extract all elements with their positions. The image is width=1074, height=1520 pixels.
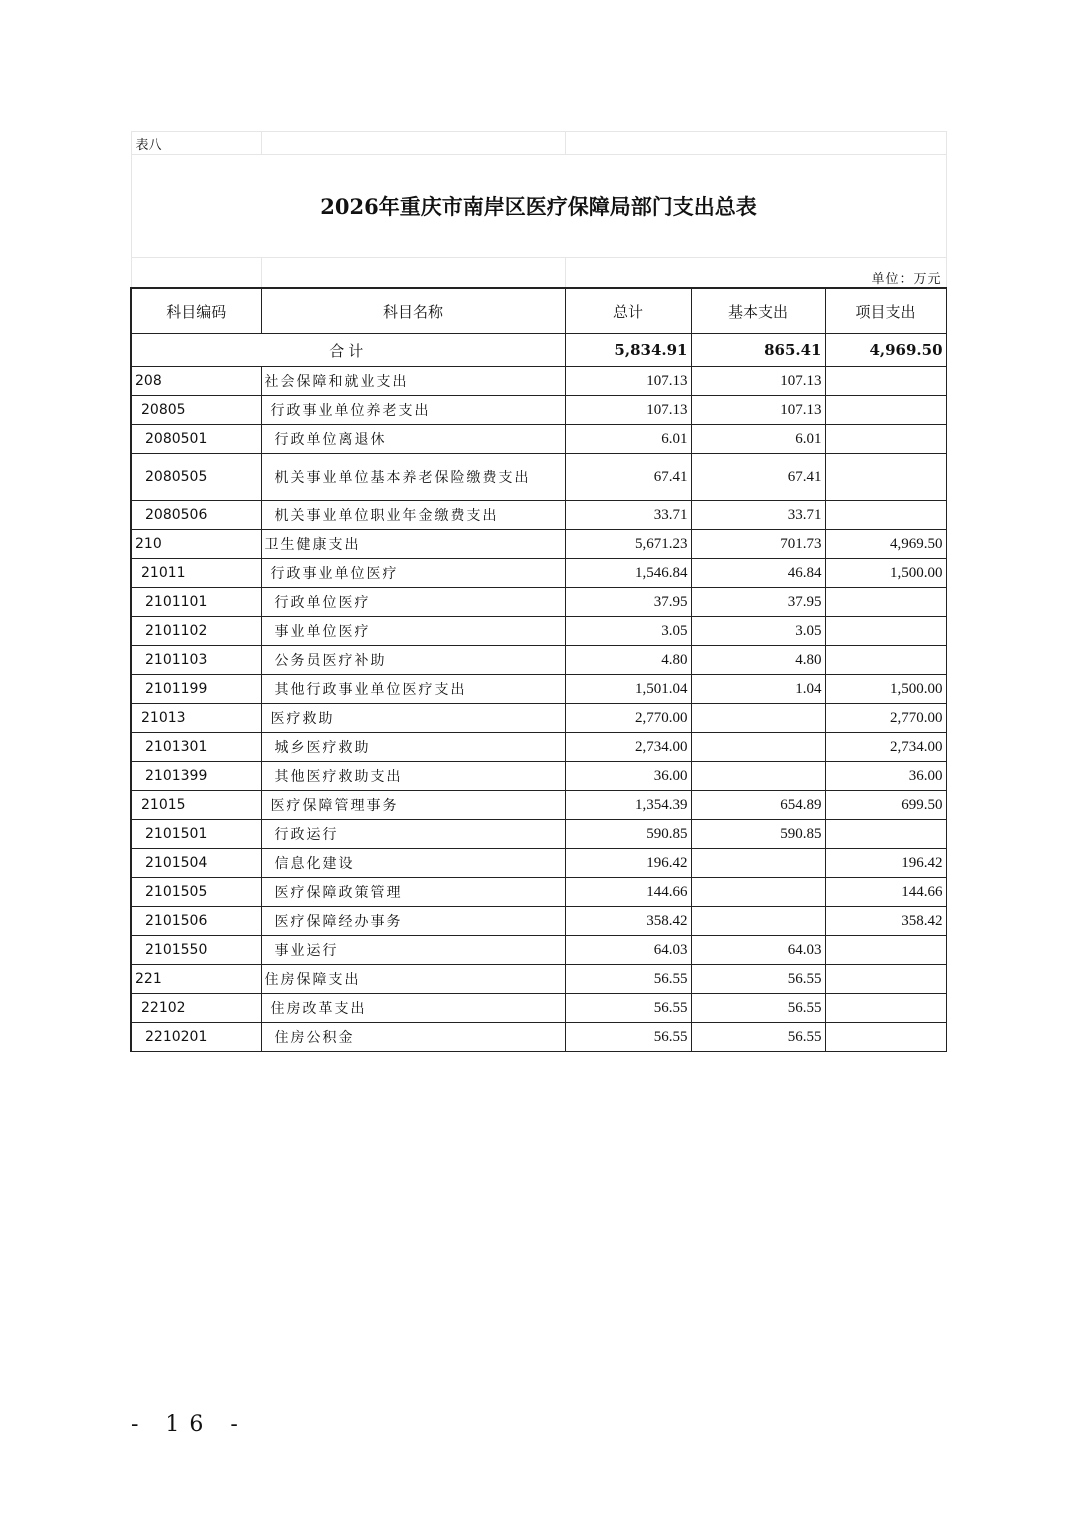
- table-row: [131, 704, 946, 733]
- page-number: - 16 -: [131, 1412, 248, 1437]
- cell-total: 1,354.39: [565, 791, 691, 820]
- cell-basic: 56.55: [691, 965, 825, 994]
- cell-name: 卫生健康支出: [261, 530, 565, 559]
- cell-name: 行政单位医疗: [261, 588, 565, 617]
- cell-code: 210: [131, 530, 261, 559]
- cell-code: 221: [131, 965, 261, 994]
- table-row: [131, 849, 946, 878]
- cell-project: 358.42: [825, 907, 946, 936]
- cell-total: 1,546.84: [565, 559, 691, 588]
- total-project: 4,969.50: [825, 334, 946, 367]
- cell-code: 20805: [131, 396, 261, 425]
- cell-basic: [691, 907, 825, 936]
- cell-basic: [691, 733, 825, 762]
- table-row: [131, 936, 946, 965]
- cell-total: 5,671.23: [565, 530, 691, 559]
- total-row: [131, 334, 946, 367]
- table-label: 表八: [131, 132, 261, 155]
- cell-name: 行政事业单位医疗: [261, 559, 565, 588]
- cell-total: 56.55: [565, 994, 691, 1023]
- header-project: 项目支出: [825, 288, 946, 334]
- cell-project: 2,770.00: [825, 704, 946, 733]
- cell-code: 2101301: [131, 733, 261, 762]
- table-row: [131, 965, 946, 994]
- cell-code: 2210201: [131, 1023, 261, 1052]
- cell-total: 590.85: [565, 820, 691, 849]
- table-row: [131, 907, 946, 936]
- cell-basic: 56.55: [691, 994, 825, 1023]
- table-row: [131, 559, 946, 588]
- cell-code: 2101504: [131, 849, 261, 878]
- cell-code: 21013: [131, 704, 261, 733]
- cell-basic: [691, 762, 825, 791]
- cell-basic: 590.85: [691, 820, 825, 849]
- cell-name: 其他医疗救助支出: [261, 762, 565, 791]
- cell-project: 4,969.50: [825, 530, 946, 559]
- cell-name: 医疗保障管理事务: [261, 791, 565, 820]
- unit-label: 单位：万元: [565, 258, 946, 289]
- cell-name: 住房改革支出: [261, 994, 565, 1023]
- table-row: [131, 530, 946, 559]
- cell-total: 2,770.00: [565, 704, 691, 733]
- cell-total: 64.03: [565, 936, 691, 965]
- cell-basic: 4.80: [691, 646, 825, 675]
- cell-basic: 1.04: [691, 675, 825, 704]
- cell-total: 67.41: [565, 454, 691, 501]
- cell-basic: 64.03: [691, 936, 825, 965]
- cell-project: [825, 396, 946, 425]
- cell-code: 2101506: [131, 907, 261, 936]
- cell-project: [825, 588, 946, 617]
- cell-name: 事业单位医疗: [261, 617, 565, 646]
- cell-total: 358.42: [565, 907, 691, 936]
- cell-name: 住房公积金: [261, 1023, 565, 1052]
- cell-code: 22102: [131, 994, 261, 1023]
- cell-name: 行政单位离退休: [261, 425, 565, 454]
- header-basic: 基本支出: [691, 288, 825, 334]
- cell-name: 行政事业单位养老支出: [261, 396, 565, 425]
- cell-total: 107.13: [565, 367, 691, 396]
- cell-name: 医疗保障经办事务: [261, 907, 565, 936]
- cell-basic: 46.84: [691, 559, 825, 588]
- table-row: [131, 1023, 946, 1052]
- cell-code: 2101550: [131, 936, 261, 965]
- cell-project: [825, 367, 946, 396]
- cell-basic: [691, 849, 825, 878]
- cell-project: 1,500.00: [825, 559, 946, 588]
- cell-project: [825, 646, 946, 675]
- cell-project: [825, 617, 946, 646]
- cell-name: 住房保障支出: [261, 965, 565, 994]
- cell-code: 21015: [131, 791, 261, 820]
- table-row: [131, 646, 946, 675]
- cell-project: 1,500.00: [825, 675, 946, 704]
- cell-basic: [691, 704, 825, 733]
- cell-name: 社会保障和就业支出: [261, 367, 565, 396]
- table-row: [131, 791, 946, 820]
- cell-project: [825, 820, 946, 849]
- table-row: [131, 733, 946, 762]
- cell-project: [825, 965, 946, 994]
- cell-total: 56.55: [565, 1023, 691, 1052]
- expenditure-table: [130, 131, 947, 1052]
- table-row: [131, 588, 946, 617]
- cell-total: 107.13: [565, 396, 691, 425]
- cell-total: 144.66: [565, 878, 691, 907]
- cell-code: 2101505: [131, 878, 261, 907]
- cell-total: 2,734.00: [565, 733, 691, 762]
- cell-code: 2101103: [131, 646, 261, 675]
- cell-project: 36.00: [825, 762, 946, 791]
- cell-project: [825, 1023, 946, 1052]
- cell-code: 21011: [131, 559, 261, 588]
- cell-project: 2,734.00: [825, 733, 946, 762]
- table-row: [131, 878, 946, 907]
- table-row: [131, 820, 946, 849]
- cell-code: 2101102: [131, 617, 261, 646]
- cell-total: 36.00: [565, 762, 691, 791]
- page-title: 2026年重庆市南岸区医疗保障局部门支出总表: [131, 155, 946, 258]
- table-row: [131, 501, 946, 530]
- cell-name: 行政运行: [261, 820, 565, 849]
- cell-project: [825, 936, 946, 965]
- header-code: 科目编码: [131, 288, 261, 334]
- cell-project: 196.42: [825, 849, 946, 878]
- cell-basic: 654.89: [691, 791, 825, 820]
- table-row: [131, 675, 946, 704]
- cell-code: 2101501: [131, 820, 261, 849]
- cell-name: 其他行政事业单位医疗支出: [261, 675, 565, 704]
- cell-code: 2101101: [131, 588, 261, 617]
- cell-code: 2080506: [131, 501, 261, 530]
- cell-total: 4.80: [565, 646, 691, 675]
- cell-code: 2080505: [131, 454, 261, 501]
- cell-basic: 107.13: [691, 396, 825, 425]
- header-name: 科目名称: [261, 288, 565, 334]
- cell-total: 33.71: [565, 501, 691, 530]
- cell-name: 公务员医疗补助: [261, 646, 565, 675]
- table-row: [131, 762, 946, 791]
- cell-project: 144.66: [825, 878, 946, 907]
- cell-total: 37.95: [565, 588, 691, 617]
- cell-basic: 33.71: [691, 501, 825, 530]
- total-total: 5,834.91: [565, 334, 691, 367]
- header-total: 总计: [565, 288, 691, 334]
- cell-basic: 56.55: [691, 1023, 825, 1052]
- cell-basic: 37.95: [691, 588, 825, 617]
- cell-name: 机关事业单位职业年金缴费支出: [261, 501, 565, 530]
- table-row: [131, 425, 946, 454]
- cell-total: 6.01: [565, 425, 691, 454]
- cell-basic: 67.41: [691, 454, 825, 501]
- cell-name: 机关事业单位基本养老保险缴费支出: [261, 454, 565, 501]
- table-row: [131, 454, 946, 501]
- cell-code: 2101199: [131, 675, 261, 704]
- cell-project: [825, 994, 946, 1023]
- table-row: [131, 396, 946, 425]
- cell-name: 城乡医疗救助: [261, 733, 565, 762]
- cell-total: 196.42: [565, 849, 691, 878]
- cell-basic: 701.73: [691, 530, 825, 559]
- total-basic: 865.41: [691, 334, 825, 367]
- cell-project: 699.50: [825, 791, 946, 820]
- cell-name: 医疗救助: [261, 704, 565, 733]
- cell-code: 2101399: [131, 762, 261, 791]
- cell-project: [825, 425, 946, 454]
- cell-code: 2080501: [131, 425, 261, 454]
- cell-total: 56.55: [565, 965, 691, 994]
- table-row: [131, 994, 946, 1023]
- table-row: [131, 617, 946, 646]
- cell-basic: 6.01: [691, 425, 825, 454]
- header-row: [131, 288, 946, 334]
- cell-name: 医疗保障政策管理: [261, 878, 565, 907]
- cell-total: 3.05: [565, 617, 691, 646]
- table-row: [131, 367, 946, 396]
- total-label: 合计: [131, 334, 565, 367]
- cell-basic: 107.13: [691, 367, 825, 396]
- cell-code: 208: [131, 367, 261, 396]
- cell-total: 1,501.04: [565, 675, 691, 704]
- cell-project: [825, 454, 946, 501]
- cell-basic: 3.05: [691, 617, 825, 646]
- cell-name: 事业运行: [261, 936, 565, 965]
- cell-basic: [691, 878, 825, 907]
- cell-name: 信息化建设: [261, 849, 565, 878]
- cell-project: [825, 501, 946, 530]
